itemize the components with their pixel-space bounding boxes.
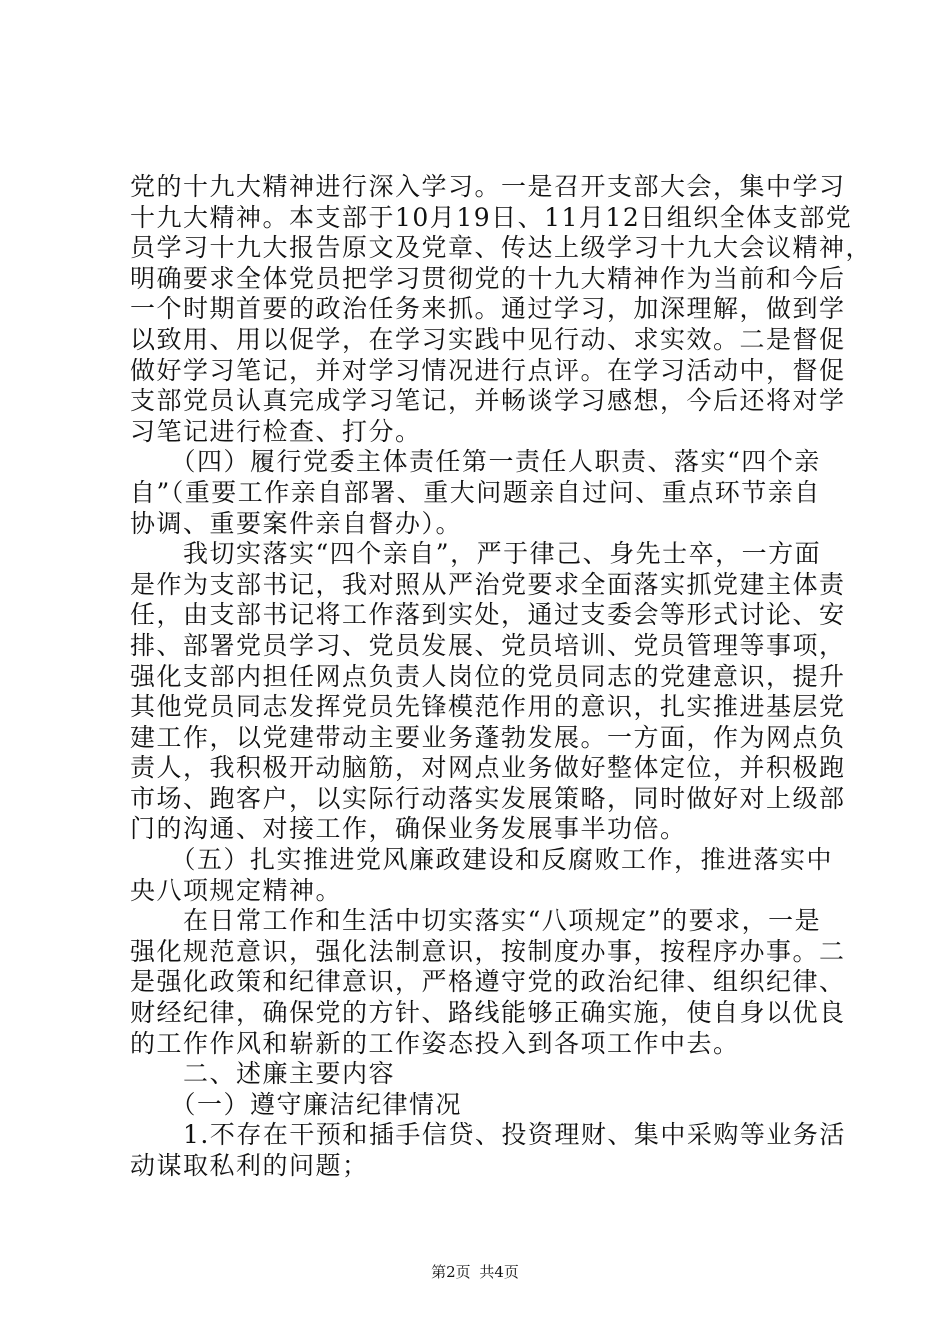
page-footer: [0, 1262, 950, 1282]
text-line: 建工作，以党建带动主要业务蓬勃发展。一方面，作为网点负: [130, 722, 846, 752]
text-line: 是强化政策和纪律意识，严格遵守党的政治纪律、组织纪律、: [130, 967, 846, 997]
text-line: 的工作作风和崭新的工作姿态投入到各项工作中去。: [130, 1028, 740, 1058]
text-line: 习笔记进行检查、打分。: [130, 416, 422, 446]
text-line: 以致用、用以促学，在学习实践中见行动、求实效。二是督促: [130, 324, 846, 354]
text-line: 其他党员同志发挥党员先锋模范作用的意识，扎实推进基层党: [130, 692, 846, 722]
text-line: 一个时期首要的政治任务来抓。通过学习，加深理解，做到学: [130, 294, 846, 324]
text-line: 在日常工作和生活中切实落实“八项规定”的要求，一是: [130, 906, 822, 936]
text-line: 市场、跑客户，以实际行动落实发展策略，同时做好对上级部: [130, 783, 846, 813]
list-item: 1.不存在干预和插手信贷、投资理财、集中采购等业务活: [130, 1120, 846, 1150]
text-line: 财经纪律，确保党的方针、路线能够正确实施，使自身以优良: [130, 998, 846, 1028]
text-line: 排、部署党员学习、党员发展、党员培训、党员管理等事项，: [130, 630, 846, 660]
section-heading-five: （五）扎实推进党风廉政建设和反腐败工作，推进落实中: [130, 845, 834, 875]
page-number: 第2页: [431, 1263, 471, 1281]
text-line: 门的沟通、对接工作，确保业务发展事半功倍。: [130, 814, 687, 844]
text-line: 是作为支部书记，我对照从严治党要求全面落实抓党建主体责: [130, 569, 846, 599]
text-line: 强化支部内担任网点负责人岗位的党员同志的党建意识，提升: [130, 661, 846, 691]
text-line: 党的十九大精神进行深入学习。一是召开支部大会，集中学习: [130, 172, 846, 201]
text-line: 做好学习笔记，并对学习情况进行点评。在学习活动中，督促: [130, 355, 846, 385]
text-line: 责人，我积极开动脑筋，对网点业务做好整体定位，并积极跑: [130, 753, 846, 783]
text-line: 央八项规定精神。: [130, 875, 343, 905]
text-line: 自”（重要工作亲自部署、重大问题亲自过问、重点环节亲自: [130, 477, 821, 507]
text-line: 协调、重要案件亲自督办）。: [130, 508, 463, 538]
page-total: 共4页: [479, 1263, 519, 1281]
text-line: 明确要求全体党员把学习贯彻党的十九大精神作为当前和今后: [130, 263, 846, 293]
text-line: 支部党员认真完成学习笔记，并畅谈学习感想，今后还将对学: [130, 386, 846, 416]
document-body: [130, 172, 873, 1182]
text-line: 强化规范意识，强化法制意识，按制度办事，按程序办事。二: [130, 936, 846, 966]
section-heading-four: （四）履行党委主体责任第一责任人职责、落实“四个亲: [130, 447, 821, 477]
text-line: 十九大精神。本支部于10月19日、11月12日组织全体支部党: [130, 202, 853, 232]
text-line: 员学习十九大报告原文及党章、传达上级学习十九大会议精神，: [130, 233, 873, 263]
section-heading-two: 二、述廉主要内容: [130, 1059, 396, 1089]
text-line: 任，由支部书记将工作落到实处，通过支委会等形式讨论、安: [130, 600, 846, 630]
subsection-heading-one: （一）遵守廉洁纪律情况: [130, 1089, 463, 1119]
text-line: 我切实落实“四个亲自”，严于律己、身先士卒，一方面: [130, 539, 822, 569]
text-line: 动谋取私利的问题；: [130, 1151, 369, 1180]
